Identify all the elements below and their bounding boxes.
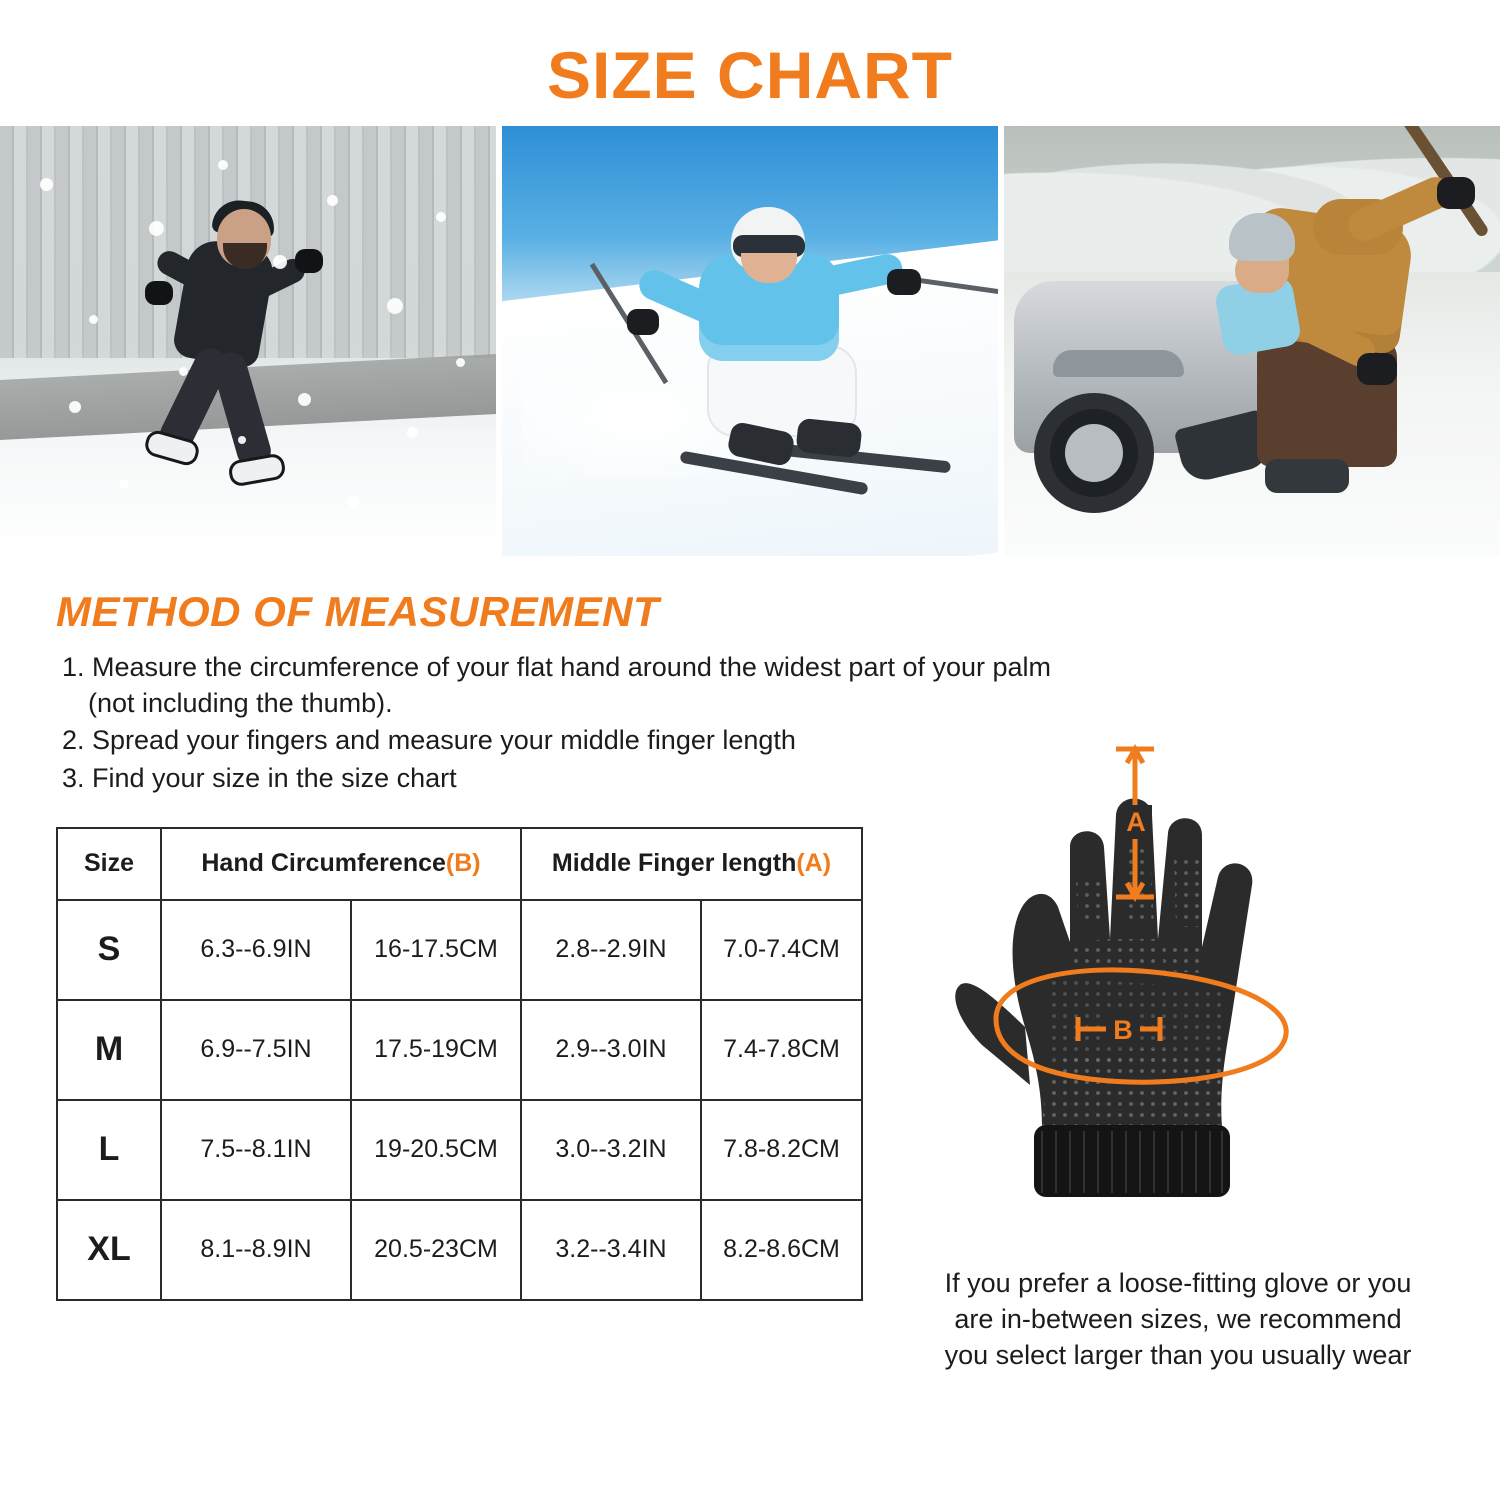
photo-runner-in-snow [0,126,496,556]
photo-strip [0,126,1500,556]
measure-a-label: A [1126,806,1146,837]
note-line-3: you select larger than you usually wear [944,1340,1412,1371]
row-s-size: S [57,900,161,1000]
skier-figure [621,195,941,525]
row-s-circ-cm: 16-17.5CM [351,900,521,1000]
skier-glove-left [627,309,659,335]
glove-diagram [930,727,1400,1257]
step-1-line-1: 1. Measure the circumference of your flat hand around the widest part of your palm [62,652,1052,682]
step-1-line-2: (not including the thumb). [88,687,393,718]
shoveler-figure [1195,169,1485,519]
runner-glove-left [145,281,173,305]
size-chart-table [56,827,863,1301]
row-m-size: M [57,1000,161,1100]
photo-skier [502,126,998,556]
measure-b-label: B [1113,1014,1133,1045]
header-middle-finger-tag: (A) [796,849,832,877]
shoveler-glove-upper [1437,177,1475,209]
row-l-finger-cm: 7.8-8.2CM [701,1100,862,1200]
header-size: Size [57,828,161,900]
table-row [57,1200,862,1300]
table-header-row [57,828,862,900]
row-xl-finger-in: 3.2--3.4IN [521,1200,701,1300]
runner-figure [129,195,329,525]
row-l-circ-in: 7.5--8.1IN [161,1100,351,1200]
row-s-circ-in: 6.3--6.9IN [161,900,351,1000]
step-2-line-1: 2. Spread your fingers and measure your middle finger length [62,725,796,756]
skier-glove-right [887,269,921,295]
row-l-size: L [57,1100,161,1200]
header-middle-finger-text: Middle Finger length [551,849,797,877]
row-m-finger-cm: 7.4-7.8CM [701,1000,862,1100]
note-line-2: are in-between sizes, we recommend [954,1303,1402,1334]
table-row [57,1000,862,1100]
row-xl-size: XL [57,1200,161,1300]
method-heading: METHOD OF MEASUREMENT [56,588,660,635]
row-l-circ-cm: 19-20.5CM [351,1100,521,1200]
row-m-circ-in: 6.9--7.5IN [161,1000,351,1100]
row-xl-circ-cm: 20.5-23CM [351,1200,521,1300]
glove-diagram-column [860,806,1500,1374]
runner-glove-right [295,249,323,273]
table-row [57,1100,862,1200]
header-middle-finger-length [521,828,862,900]
lower-section [0,799,1500,1374]
row-xl-finger-cm: 8.2-8.6CM [701,1200,862,1300]
photo-shoveling-snow [1004,126,1500,556]
row-m-finger-in: 2.9--3.0IN [521,1000,701,1100]
shoveler-glove-lower [1357,353,1397,385]
fit-recommendation-note [870,1257,1500,1374]
glove-illustration [930,727,1400,1257]
header-hand-circumference-text: Hand Circumference [201,849,446,877]
row-l-finger-in: 3.0--3.2IN [521,1100,701,1200]
step-1 [62,650,1460,721]
row-xl-circ-in: 8.1--8.9IN [161,1200,351,1300]
row-s-finger-in: 2.8--2.9IN [521,900,701,1000]
size-table-column [0,827,860,1374]
photo3-car-wheel [1034,393,1154,513]
page-title: SIZE CHART [547,38,953,112]
table-row [57,900,862,1000]
header-hand-circumference-tag: (B) [445,849,481,877]
header-hand-circumference [161,828,521,900]
glove-shape [955,798,1252,1197]
note-line-1: If you prefer a loose-fitting glove or you [944,1267,1412,1298]
row-m-circ-cm: 17.5-19CM [351,1000,521,1100]
row-s-finger-cm: 7.0-7.4CM [701,900,862,1000]
step-3-line-1: 3. Find your size in the size chart [62,762,457,793]
